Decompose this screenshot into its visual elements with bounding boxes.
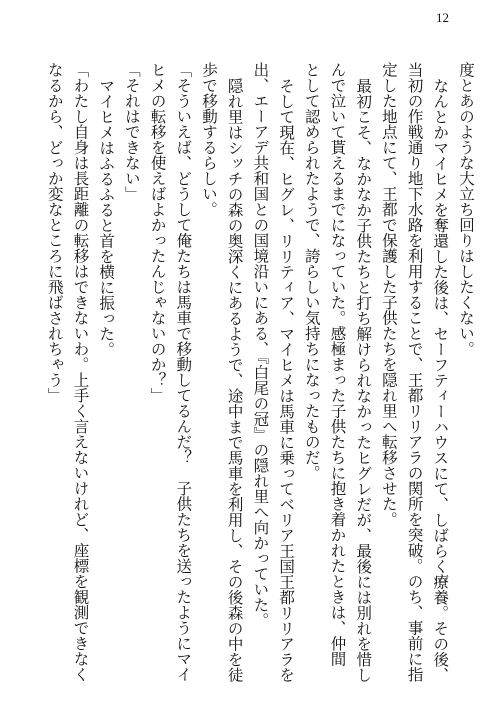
text-line: として認められたようで、誇らしい気持ちになったものだ。 bbox=[302, 62, 321, 481]
text-line: 「それはできない」 bbox=[122, 62, 141, 202]
text-line: 「そういえば、どうして俺たちは馬車で移動してるんだ？ 子供たちを送ったようにマイ bbox=[174, 62, 193, 682]
text-line: 出、エーアデ共和国との国境沿いにある、『白尾の冠』の隠れ里へ向かっていた。 bbox=[251, 62, 270, 628]
text-line: んで泣いて貰えるまでになっていた。感極まった子供たちに抱き着かれたときは、仲間 bbox=[328, 62, 347, 667]
text-line: 隠れ里はシッチの森の奥深くにあるようで、途中まで馬車を利用し、その後森の中を徒 bbox=[225, 77, 244, 682]
text-line: 「わたし自身は長距離の転移はできないわ。上手く言えないけれど、座標を観測できなく bbox=[71, 62, 90, 682]
text-line: なるから、どっか変なところに飛ばされちゃう」 bbox=[45, 62, 64, 403]
text-line: なんとかマイヒメを奪還した後は、セーフティーハウスにて、しばらく療養。その後、 bbox=[431, 77, 450, 682]
page-number: 12 bbox=[436, 10, 449, 25]
text-line: ヒメの転移を使えばよかったんじゃないのか？」 bbox=[148, 62, 167, 403]
text-line: 度とあのような大立ち回りはしたくない。 bbox=[457, 62, 475, 357]
text-line: マイヒメはふるふると首を横に振った。 bbox=[97, 77, 116, 357]
text-line: 当初の作戦通り地下水路を利用することで、王都リリアラの関所を突破。のち、事前に指 bbox=[405, 62, 424, 682]
text-line: 最初こそ、なかなか子供たちと打ち解けられなかったヒグレだが、最後には別れを惜し bbox=[354, 77, 373, 682]
novel-text-body bbox=[22, 62, 478, 682]
text-line: 歩で移動するらしい。 bbox=[199, 62, 218, 217]
text-line: 定した地点にて、王都で保護した子供たちを隠れ里へ転移させた。 bbox=[379, 62, 398, 527]
text-line: そして現在、ヒグレ、リリティア、マイヒメは馬車に乗ってベリア王国王都リリアラを bbox=[277, 77, 296, 682]
